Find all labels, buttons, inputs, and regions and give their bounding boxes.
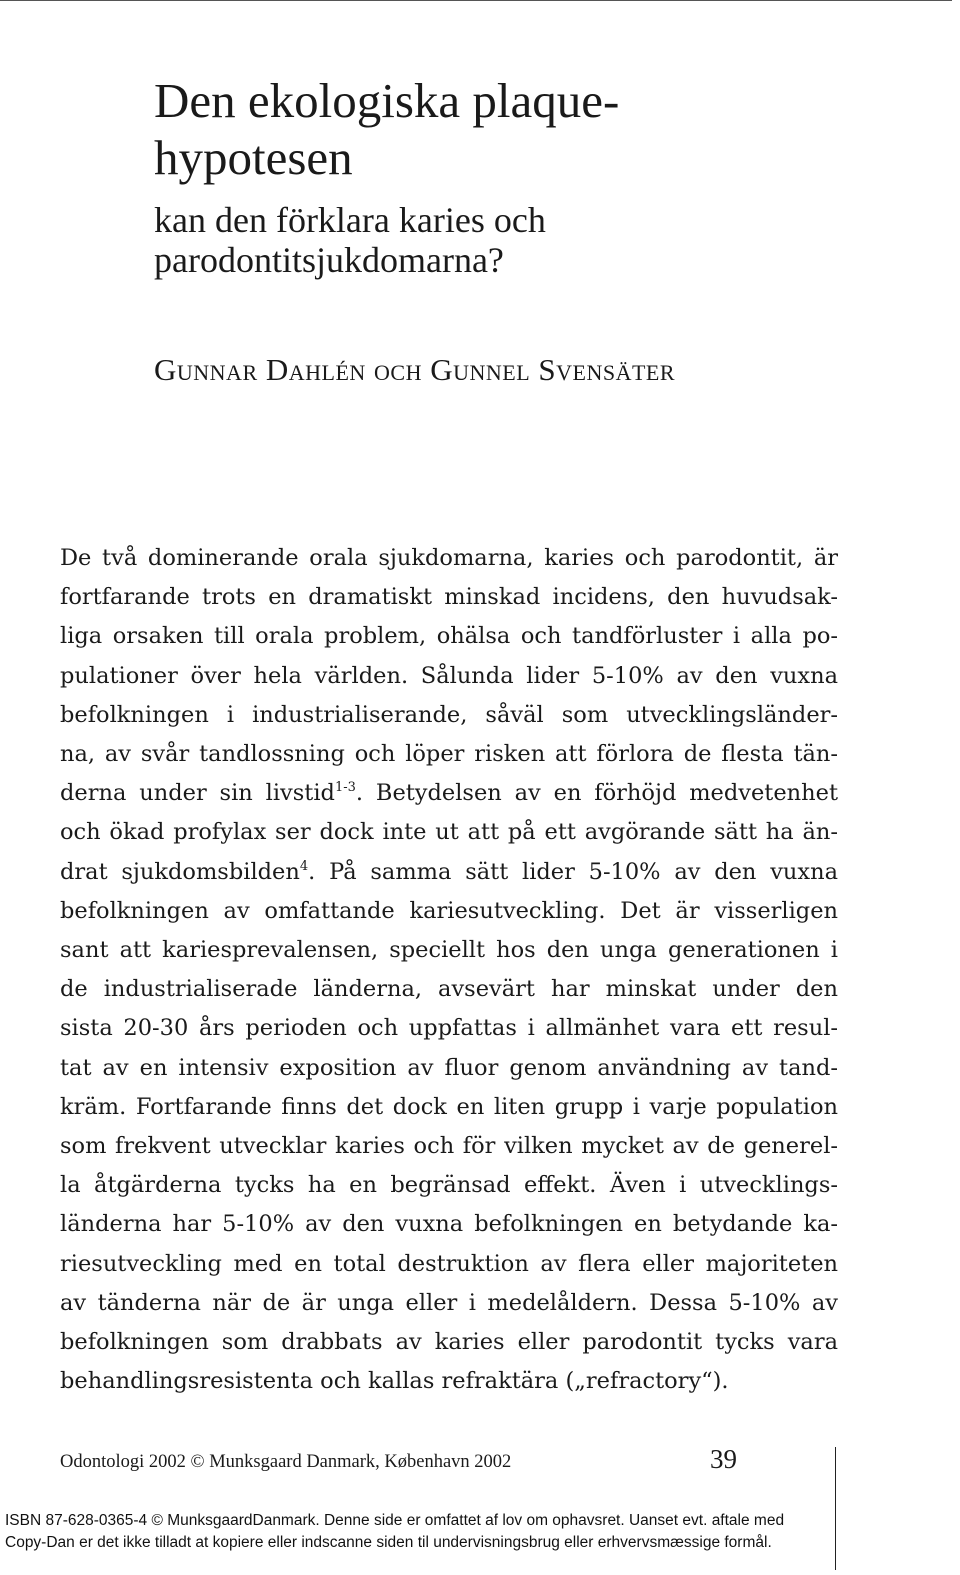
body-text: länderna har 5-10% av den vuxna befolkningen en betydande ka- bbox=[60, 1211, 838, 1238]
body-text: tat av en intensiv exposition av fluor genom användning av tand- bbox=[60, 1054, 838, 1081]
body-line bbox=[60, 1323, 838, 1362]
body-text: . Betydelsen av en förhöjd medvetenhet bbox=[355, 780, 838, 807]
body-line bbox=[60, 970, 838, 1009]
body-text: na, av svår tandlossning och löper risken att förlora de flesta tän- bbox=[60, 741, 838, 768]
body-line bbox=[60, 1245, 838, 1284]
body-line bbox=[60, 1284, 838, 1323]
body-text: av tänderna när de är unga eller i medelåldern. Dessa 5-10% av bbox=[60, 1289, 838, 1316]
citation-superscript: 4 bbox=[299, 858, 309, 874]
body-text: behandlingsresistenta och kallas refraktära („refractory“). bbox=[60, 1368, 729, 1395]
body-line bbox=[60, 617, 838, 656]
body-line bbox=[60, 1362, 838, 1401]
journal-footer: Odontologi 2002 © Munksgaard Danmark, København 2002 bbox=[60, 1452, 512, 1472]
body-line bbox=[60, 774, 838, 813]
body-text: la åtgärderna tycks ha en begränsad effekt. Även i utvecklings- bbox=[60, 1172, 838, 1199]
body-line bbox=[60, 657, 838, 696]
body-text: befolkningen som drabbats av karies eller parodontit tycks vara bbox=[60, 1329, 838, 1356]
body-line bbox=[60, 735, 838, 774]
body-line bbox=[60, 892, 838, 931]
page-number: 39 bbox=[710, 1444, 737, 1474]
body-paragraph bbox=[60, 539, 838, 1401]
subtitle-line: kan den förklara karies och bbox=[154, 200, 546, 240]
body-text: drat sjukdomsbilden bbox=[60, 858, 300, 885]
body-text: fortfarande trots en dramatiskt minskad incidens, den huvudsak- bbox=[60, 584, 838, 611]
body-line bbox=[60, 853, 838, 892]
body-text: och ökad profylax ser dock inte ut att på ett avgörande sätt ha än- bbox=[60, 819, 838, 846]
body-text: som frekvent utvecklar karies och för vilken mycket av de generel- bbox=[60, 1133, 838, 1160]
body-text: sant att kariesprevalensen, speciellt hos den unga generationen i bbox=[60, 937, 838, 964]
title-line: Den ekologiska plaque- bbox=[154, 73, 620, 128]
body-line bbox=[60, 696, 838, 735]
body-text: derna under sin livstid bbox=[60, 780, 335, 807]
body-line bbox=[60, 1009, 838, 1048]
body-line bbox=[60, 1166, 838, 1205]
article-title bbox=[154, 72, 774, 186]
body-text: riesutveckling med en total destruktion av flera eller majoriteten bbox=[60, 1250, 838, 1277]
body-line bbox=[60, 539, 838, 578]
title-line: hypotesen bbox=[154, 130, 353, 185]
body-text: de industrialiserade länderna, avsevärt har minskat under den bbox=[60, 976, 838, 1003]
body-line bbox=[60, 1088, 838, 1127]
body-text: De två dominerande orala sjukdomarna, karies och parodontit, är bbox=[60, 545, 838, 571]
body-text: sista 20-30 års perioden och uppfattas i allmänhet vara ett resul- bbox=[60, 1015, 838, 1042]
body-line bbox=[60, 578, 838, 617]
top-rule bbox=[0, 0, 952, 1]
body-text: befolkningen av omfattande kariesutveckling. Det är visserligen bbox=[60, 897, 838, 924]
copyright-notice-line-1: ISBN 87-628-0365-4 © MunksgaardDanmark. Denne side er omfattet af lov om ophavsret. Uanset evt. aftale med bbox=[5, 1512, 785, 1529]
body-line bbox=[60, 813, 838, 852]
body-text: kräm. Fortfarande finns det dock en liten grupp i varje population bbox=[60, 1093, 838, 1120]
body-line bbox=[60, 1127, 838, 1166]
body-text: . På samma sätt lider 5-10% av den vuxna bbox=[308, 858, 838, 885]
citation-superscript: 1-3 bbox=[334, 780, 356, 796]
body-text: liga orsaken till orala problem, ohälsa och tandförluster i alla po- bbox=[60, 623, 838, 650]
body-text: pulationer över hela världen. Sålunda lider 5-10% av den vuxna bbox=[60, 662, 838, 689]
copyright-notice-line-2: Copy-Dan er det ikke tilladt at kopiere eller indscanne siden til undervisningsbrug eller erhvervsmæssige formål. bbox=[5, 1534, 772, 1551]
article-subtitle bbox=[154, 200, 774, 280]
body-line bbox=[60, 1205, 838, 1244]
subtitle-line: parodontitsjukdomarna? bbox=[154, 240, 504, 280]
authors: Gunnar Dahlén och Gunnel Svensäter bbox=[154, 352, 676, 387]
body-text: befolkningen i industrialiserande, såväl som utvecklingsländer- bbox=[60, 701, 838, 728]
body-line bbox=[60, 1049, 838, 1088]
body-line bbox=[60, 931, 838, 970]
